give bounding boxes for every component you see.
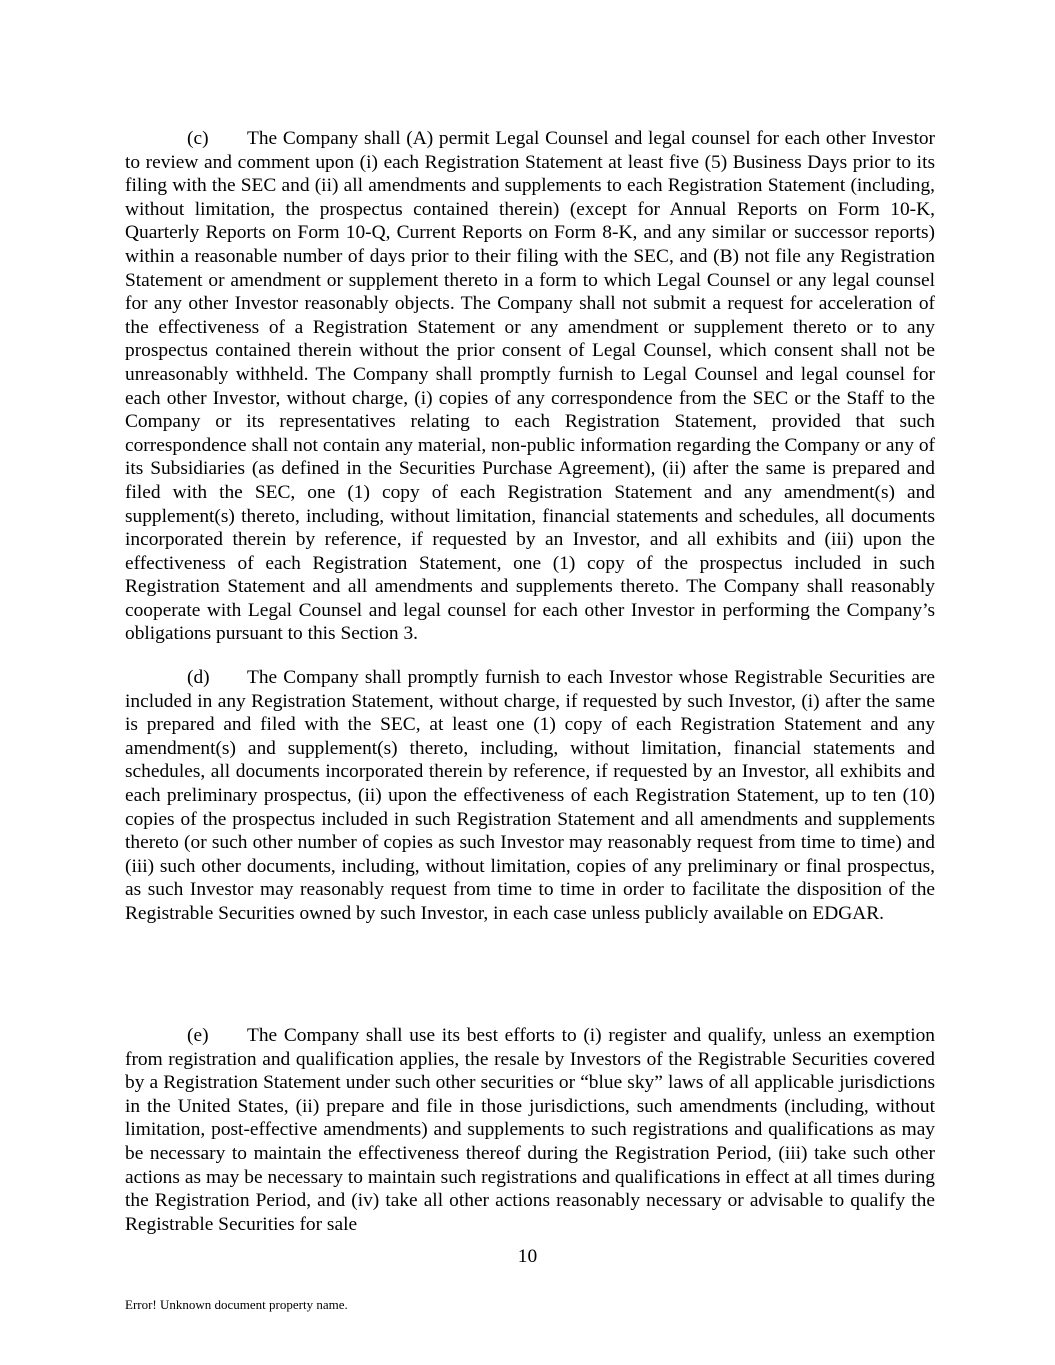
- paragraph-text-d: The Company shall promptly furnish to each Investor whose Registrable Securities are included in any Registration Statement, without charge, if requested by such Investor, (i) after the same is prepared and filed with the SEC, at least one (1) copy of each Registration Statement and any amendment(s) and supplement(s) thereto, including, without limitation, financial statements and schedules, all documents incorporated therein by reference, if requested by an Investor, all exhibits and each preliminary prospectus, (ii) upon the effectiveness of each Registration Statement, up to ten (10) copies of the prospectus included in such Registration Statement and all amendments and supplements thereto (or such other number of copies as such Investor may reasonably request from time to time) and (iii) such other documents, including, without limitation, copies of any preliminary or final prospectus, as such Investor may reasonably request from time to time in order to facilitate the disposition of the Registrable Securities owned by such Investor, in each case unless publicly available on EDGAR.: [125, 667, 935, 924]
- page-number: 10: [517, 1246, 538, 1267]
- paragraph-text-c: The Company shall (A) permit Legal Counsel and legal counsel for each other Investor to review and comment upon (i) each Registration Statement at least five (5) Business Days prior to its filing with the SEC and (ii) all amendments and supplements to each Registration Statement (including, without limitation, the prospectus contained therein) (except for Annual Reports on Form 10-K, Quarterly Reports on Form 10-Q, Current Reports on Form 8-K, and any similar or successor reports) within a reasonable number of days prior to their filing with the SEC, and (B) not file any Registration Statement or amendment or supplement thereto in a form to which Legal Counsel or any legal counsel for any other Investor reasonably objects. The Company shall not submit a request for acceleration of the effectiveness of a Registration Statement or any amendment or supplement thereto or to any prospectus contained therein without the prior consent of Legal Counsel, which consent shall not be unreasonably withheld. The Company shall promptly furnish to Legal Counsel and legal counsel for each other Investor, without charge, (i) copies of any correspondence from the SEC or the Staff to the Company or its representatives relating to each Registration Statement, provided that such correspondence shall not contain any material, non-public information regarding the Company or any of its Subsidiaries (as defined in the Securities Purchase Agreement), (ii) after the same is prepared and filed with the SEC, one (1) copy of each Registration Statement and any amendment(s) and supplement(s) thereto, including, without limitation, financial statements and schedules, all documents incorporated therein by reference, if requested by an Investor, and all exhibits and (iii) upon the effectiveness of each Registration Statement, one (1) copy of the prospectus included in such Registration Statement and all amendments and supplements thereto. The Company shall reasonably cooperate with Legal Counsel and legal counsel for each other Investor in performing the Company’s obligations pursuant to this Section 3.: [125, 128, 935, 645]
- paragraph-d: [125, 666, 935, 926]
- paragraph-label-d: (d): [187, 667, 210, 688]
- paragraph-e: [125, 1024, 935, 1236]
- paragraph-label-c: (c): [187, 128, 209, 149]
- paragraph-text-e: The Company shall use its best efforts to (i) register and qualify, unless an exemption from registration and qualification applies, the resale by Investors of the Registrable Securities covered by a Registration Statement under such other securities or “blue sky” laws of all applicable jurisdictions in the United States, (ii) prepare and file in those jurisdictions, such amendments (including, without limitation, post-effective amendments) and supplements to such registrations and qualifications as may be necessary to maintain the effectiveness thereof during the Registration Period, (iii) take such other actions as may be necessary to maintain such registrations and qualifications in effect at all times during the Registration Period, and (iv) take all other actions reasonably necessary or advisable to qualify the Registrable Securities for sale: [125, 1025, 935, 1235]
- paragraph-label-e: (e): [187, 1025, 209, 1046]
- paragraph-c: [125, 127, 935, 646]
- footer-text: Error! Unknown document property name.: [125, 1297, 348, 1312]
